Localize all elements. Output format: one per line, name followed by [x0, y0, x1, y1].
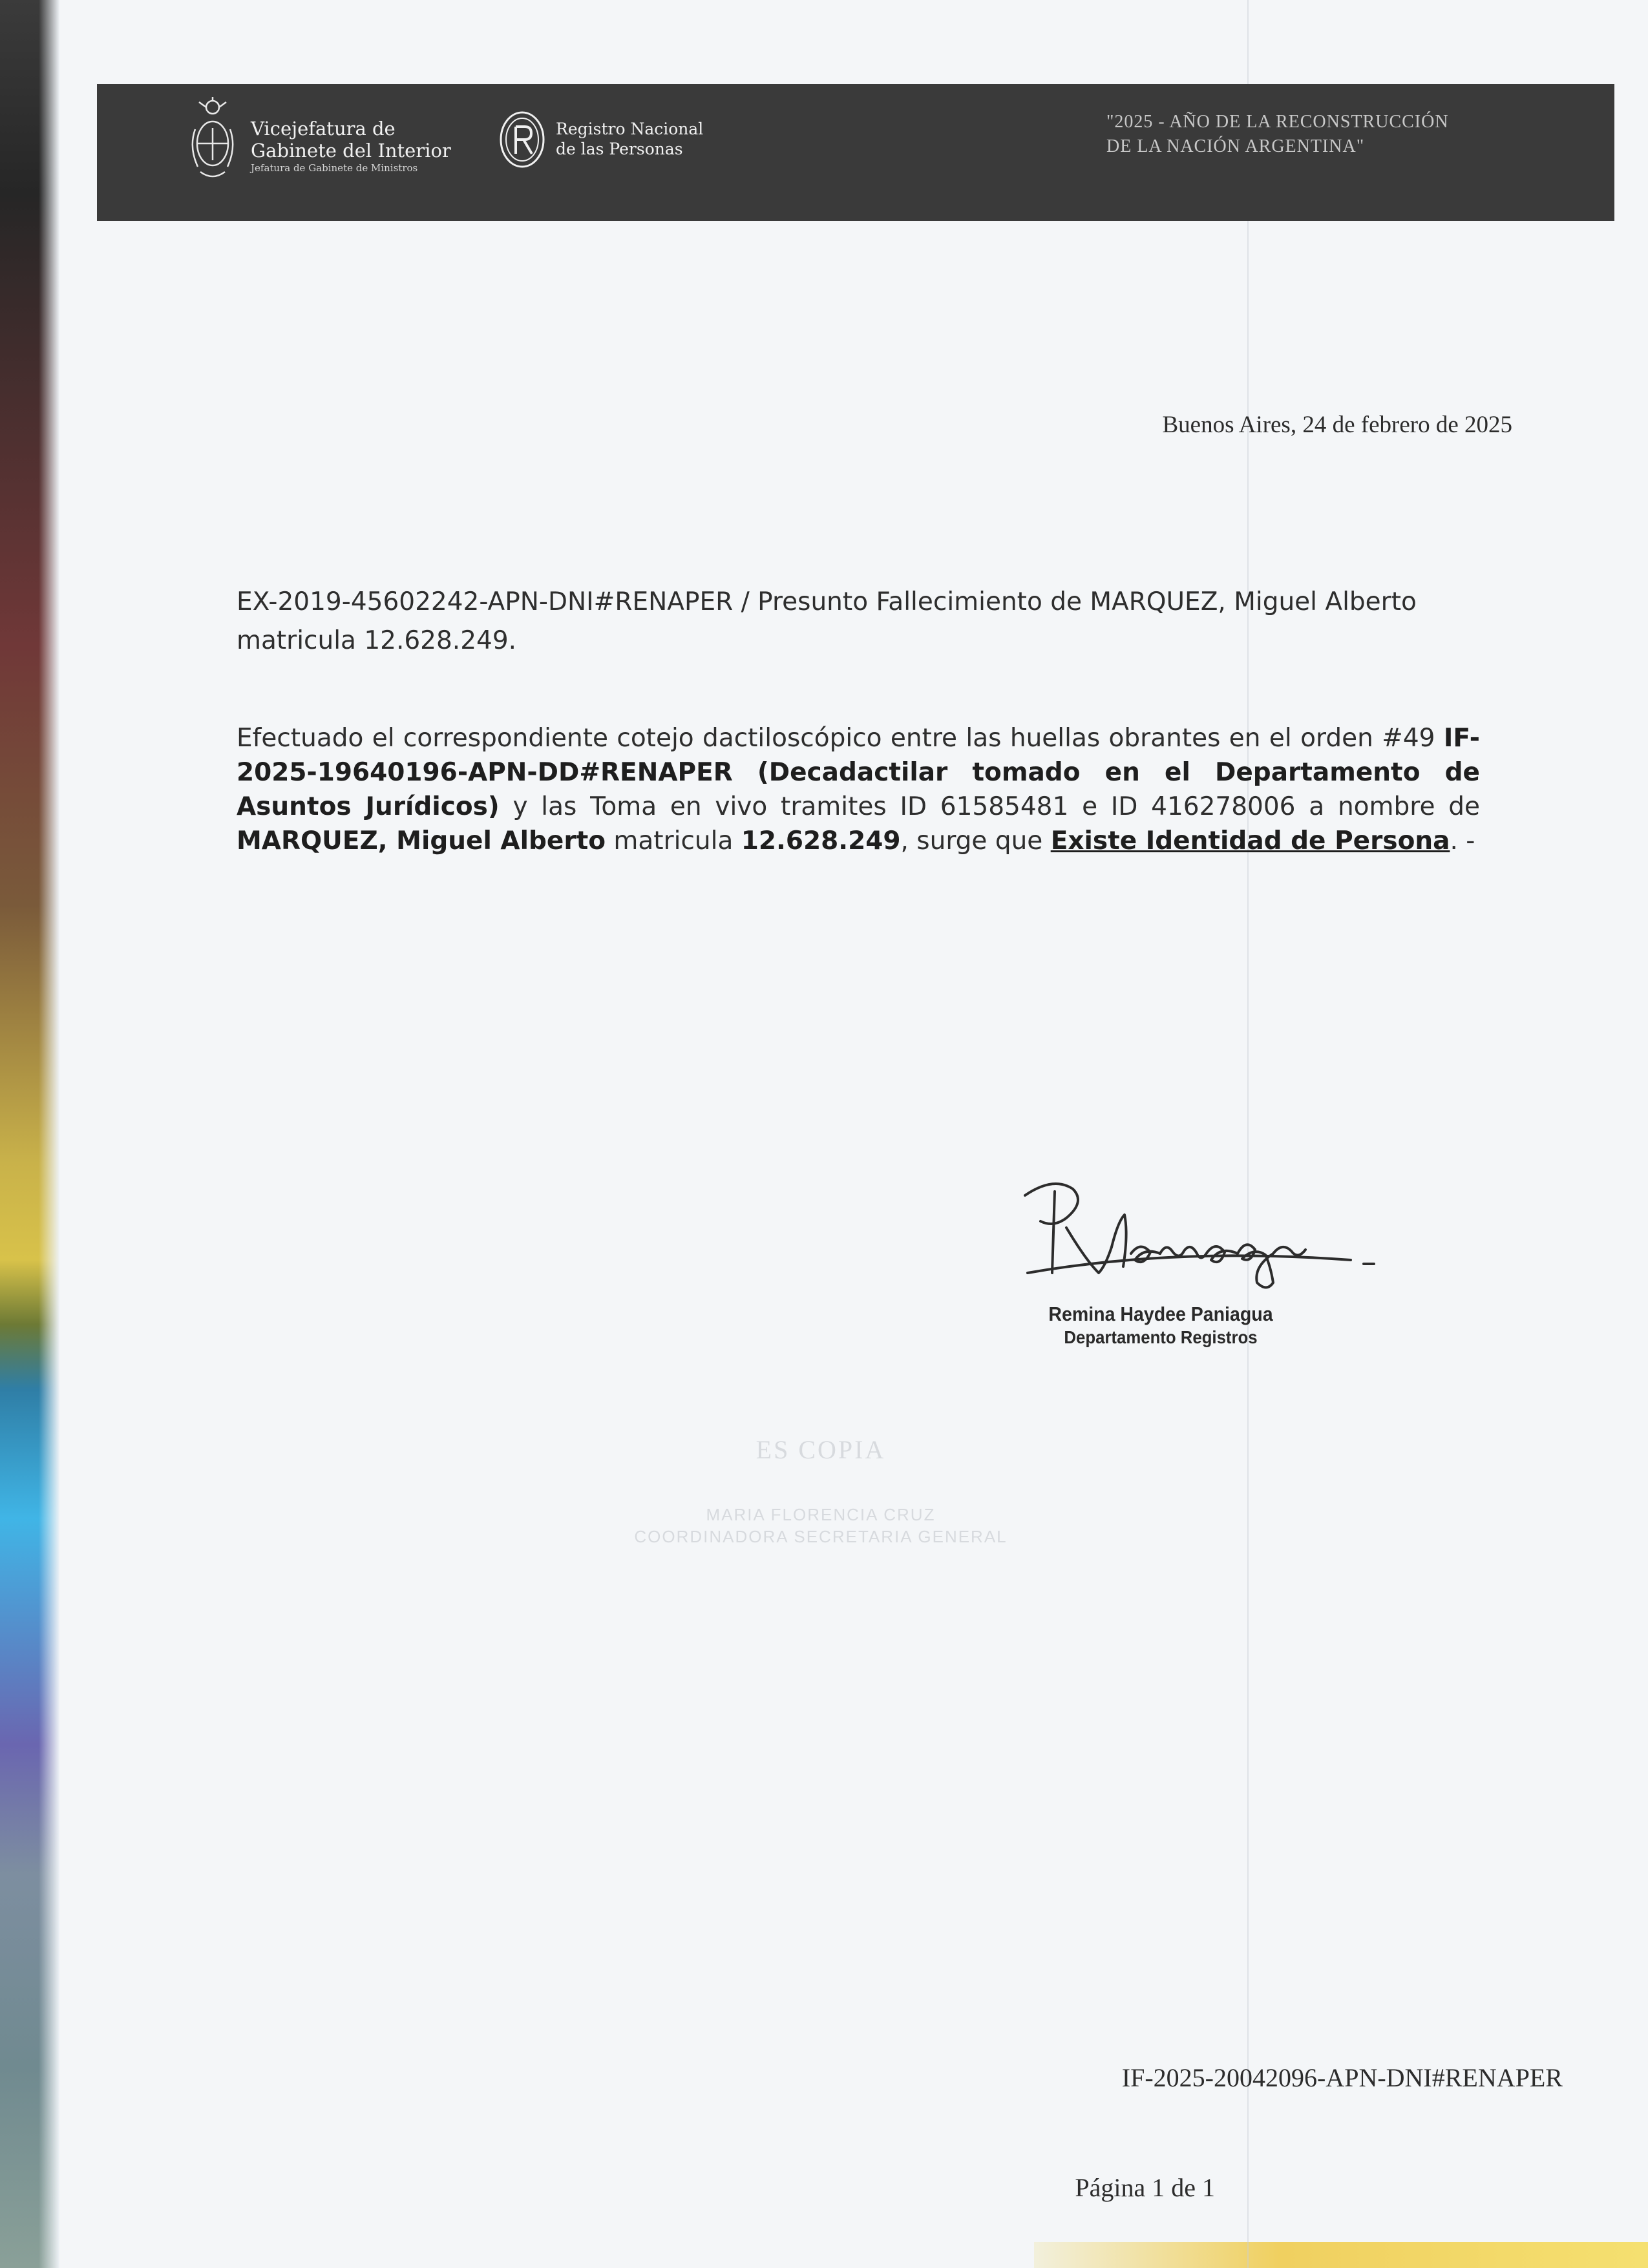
document-date: Buenos Aires, 24 de febrero de 2025 [1162, 412, 1512, 438]
scan-edge-fade [39, 0, 59, 2268]
motto-line2: DE LA NACIÓN ARGENTINA" [1106, 136, 1365, 156]
year-motto [1106, 110, 1520, 159]
body-text-2: y las Toma en vivo tramites ID 61585481 e ID 416278006 a nombre de [499, 792, 1480, 821]
signer-department: Departamento Registros [1064, 1327, 1258, 1347]
signer-name: Remina Haydee Paniagua [1048, 1303, 1273, 1325]
org2-line2: de las Personas [556, 140, 683, 158]
motto-line1: "2025 - AÑO DE LA RECONSTRUCCIÓN [1106, 112, 1449, 132]
body-text-4: , surge que [900, 826, 1051, 856]
body-person-name: MARQUEZ, Miguel Alberto [237, 826, 606, 856]
stamp-line1: ES COPIA [755, 1435, 886, 1464]
coat-of-arms-icon [187, 96, 238, 186]
body-text-5: . - [1450, 826, 1475, 856]
org1-line3: Jefatura de Gabinete de Ministros [251, 162, 418, 174]
scan-bottom-artifact [1034, 2242, 1648, 2268]
stamp-line3: COORDINADORA SECRETARIA GENERAL [634, 1527, 1008, 1546]
document-id: IF-2025-20042096-APN-DNI#RENAPER [1121, 2063, 1563, 2092]
case-reference: EX-2019-45602242-APN-DNI#RENAPER / Presunto Fallecimiento de MARQUEZ, Miguel Alberto matricula 12.628.249. [237, 587, 1417, 655]
body-matricula: 12.628.249 [741, 826, 901, 856]
body-text-1: Efectuado el correspondiente cotejo dactiloscópico entre las huellas obrantes en el orden #49 [237, 724, 1444, 753]
org1-line2: Gabinete del Interior [251, 140, 451, 162]
org2-line1: Registro Nacional [556, 120, 704, 138]
org1-line1: Vicejefatura de [251, 118, 396, 140]
page-number: Página 1 de 1 [1075, 2173, 1215, 2202]
handwritten-signature [1015, 1170, 1402, 1299]
stamp-line2: MARIA FLORENCIA CRUZ [706, 1505, 936, 1524]
paper-fold-line [1247, 0, 1249, 2268]
body-result: Existe Identidad de Persona [1050, 826, 1450, 856]
renaper-logo-icon [498, 109, 547, 171]
body-paragraph [237, 721, 1480, 858]
org-renaper [556, 119, 703, 159]
org-vicejefatura [251, 118, 451, 174]
body-order-reference: IF-2025-19640196-APN-DD#RENAPER (Decadactilar tomado en el Departamento de Asuntos Jurídicos) [237, 724, 1480, 821]
faint-copy-stamp [569, 1434, 1073, 1548]
body-text-3: matricula [606, 826, 741, 856]
